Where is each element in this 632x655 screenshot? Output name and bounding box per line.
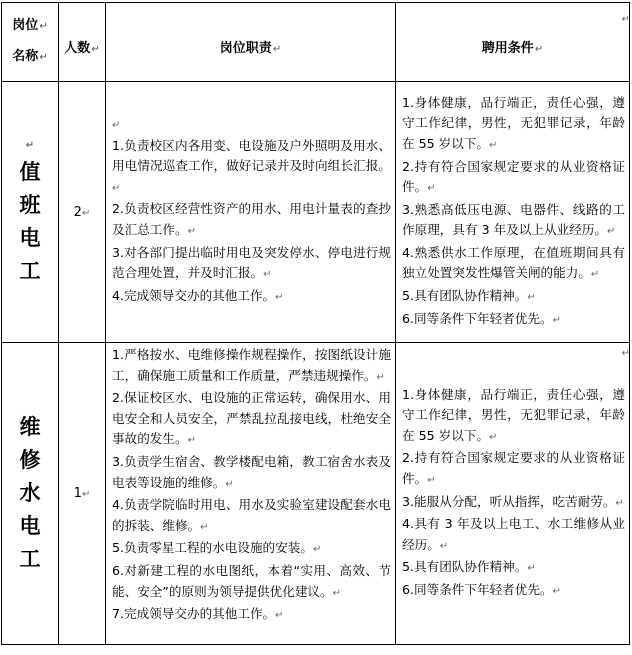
- duty-item: 3.负责学生宿舍、教学楼配电箱，教工宿舍水表及电表等设施的维修。↵: [112, 453, 391, 490]
- count-cell: 1↵: [59, 343, 106, 645]
- row-end-mark: ↵: [621, 14, 630, 25]
- requirement-item: 3.能服从分配，听从指挥，吃苦耐劳。↵: [402, 493, 624, 509]
- requirements-cell: [396, 82, 630, 343]
- header-requirements: 聘用条件↵: [396, 3, 630, 82]
- table-row: [2, 343, 630, 645]
- position-name-char: 修: [19, 448, 41, 472]
- requirement-item: 2.持有符合国家规定要求的从业资格证件。↵: [402, 450, 625, 486]
- duty-item: 1.负责校区内各用变、电设施及户外照明及用水、用电情况巡查工作，做好记录并及时向组长汇报。↵: [112, 137, 391, 194]
- duty-item: 3.对各部门提出临时用电及突发停水、停电进行规范合理处置，并及时汇报。↵: [112, 244, 391, 281]
- requirements-cell: [396, 343, 630, 645]
- position-name-cell: ↵ 值 班 电 工: [2, 82, 59, 343]
- count-cell: 2↵: [59, 82, 106, 343]
- requirement-item: 5.具有团队协作精神。↵: [402, 288, 536, 304]
- duty-item: 5.负责零星工程的水电设施的安装。↵: [112, 540, 322, 556]
- requirement-item: 5.具有团队协作精神。↵: [402, 559, 536, 575]
- requirement-item: 4.具有 3 年及以上电工、水工维修从业经历。↵: [402, 516, 625, 552]
- header-position-name-line1: 岗位: [12, 18, 39, 33]
- duties-cell: ↵ 1.负责校区内各用变、电设施及户外照明及用水、用电情况巡查工作，做好记录并及时向组长汇报。↵ 2.负责校区经营性资产的用水、用电计量表的查抄及汇总工作。↵ 3.对各部门提出临时用电及突发停水、停电进行规范合理处置，并及时汇报。↵ 4.完成领导交办的其他工作。↵: [106, 82, 396, 343]
- position-name-char: 工: [19, 259, 41, 283]
- job-table: [1, 2, 630, 645]
- position-name-char: 工: [19, 547, 41, 571]
- duties-cell: [106, 343, 396, 645]
- requirement-item: 1.身体健康，品行端正，责任心强，遵守工作纪律，男性，无犯罪记录，年龄在 55 岁以下。↵: [402, 386, 625, 443]
- position-name-char: 班: [19, 193, 41, 217]
- duty-item: 4.完成领导交办的其他工作。↵: [112, 287, 284, 303]
- header-row: [2, 3, 630, 82]
- duty-item: 2.负责校区经营性资产的用水、用电计量表的查抄及汇总工作。↵: [112, 201, 391, 237]
- requirement-item: 2.持有符合国家规定要求的从业资格证件。↵: [402, 158, 625, 195]
- table-row: [2, 82, 630, 343]
- requirement-item: 6.同等条件下年轻者优先。↵: [402, 310, 561, 326]
- position-name-cell: [2, 343, 59, 645]
- duty-item: 2.保证校区水、电设施的正常运转，确保用水、用电安全和人员安全，严禁乱拉乱接电线，杜绝安全事故的发生。↵: [112, 390, 391, 447]
- position-name-char: 水: [19, 481, 41, 505]
- requirement-item: 4.熟悉供水工作原理，在值班期间具有独立处置突发性爆管关闸的能力。↵: [402, 244, 625, 281]
- position-name-char: 值: [19, 160, 41, 184]
- requirement-item: 1.身体健康，品行端正，责任心强，遵守工作纪律，男性，无犯罪记录，年龄在 55 岁以下。↵: [402, 94, 625, 151]
- requirement-item: 3.熟悉高低压电源、电器件、线路的工作原理，具有 3 年及以上从业经历。↵: [402, 201, 625, 238]
- row-end-mark: ↵: [621, 348, 630, 359]
- header-count: 人数↵: [59, 3, 106, 82]
- header-position-name: 岗位↵ 名称↵: [2, 3, 59, 82]
- position-name-char: 维: [19, 415, 41, 439]
- duty-item: 6.对新建工程的水电图纸，本着“实用、高效、节能、安全”的原则为领导提供优化建议。↵: [112, 562, 391, 599]
- duty-item: 1.严格按水、电维修操作规程操作，按图纸设计施工，确保施工质量和工作质量，严禁违规操作。↵: [112, 347, 391, 383]
- duty-item: 7.完成领导交办的其他工作。↵: [112, 606, 284, 622]
- duty-item: 4.负责学院临时用电、用水及实验室建设配套水电的拆装、维修。↵: [112, 497, 391, 533]
- header-position-name-line2: 名称: [12, 49, 39, 64]
- requirement-item: 6.同等条件下年轻者优先。↵: [402, 581, 561, 597]
- position-name-char: 电: [19, 514, 41, 538]
- header-duties: 岗位职责↵: [106, 3, 396, 82]
- position-name-char: 电: [19, 226, 41, 250]
